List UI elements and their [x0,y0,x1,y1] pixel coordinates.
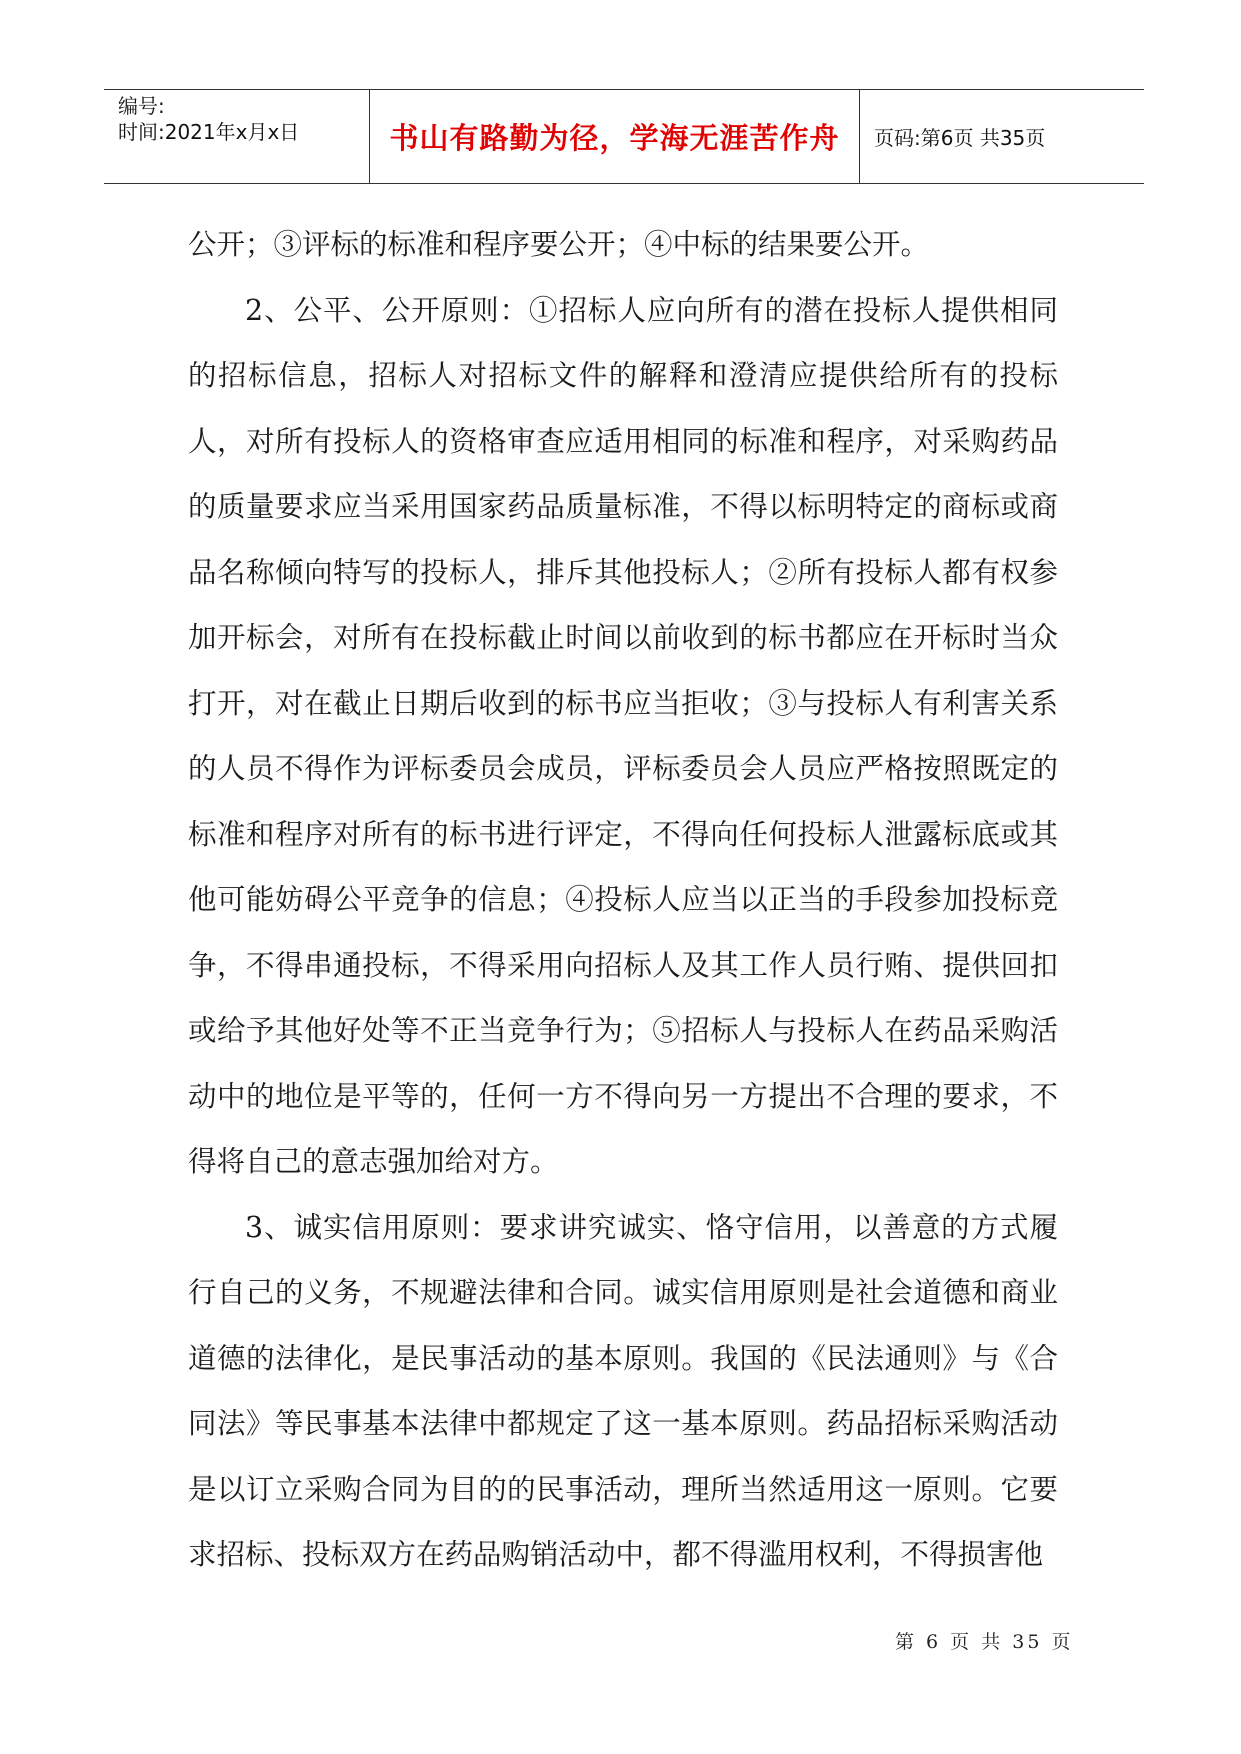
paragraph-continuation: 公开；③评标的标准和程序要公开；④中标的结果要公开。 [188,228,930,261]
document-number-label: 编号: [118,94,165,118]
header-divider-right [859,90,860,183]
paragraph-good-faith-principle: 3、诚实信用原则：要求讲究诚实、恪守信用，以善意的方式履行自己的义务，不规避法律和合同。诚实信用原则是社会道德和商业道德的法律化，是民事活动的基本原则。我国的《民法通则》与《合同法》等民事基本法律中都规定了这一基本原则。药品招标采购活动是以订立采购合同为目的的民事活动，理所当然适用这一原则。它要求招标、投标双方在药品购销活动中，都不得滥用权利，不得损害他 [188,1210,1058,1571]
document-time-label: 时间:2021年x月x日 [118,120,300,144]
header-motto: 书山有路勤为径，学海无涯苦作舟 [389,121,840,155]
header-meta [118,90,368,183]
paragraph-fairness-principle: 2、公平、公开原则：①招标人应向所有的潜在投标人提供相同的招标信息，招标人对招标文件的解释和澄清应提供给所有的投标人，对所有投标人的资格审查应适用相同的标准和程序，对采购药品的质量要求应当采用国家药品质量标准，不得以标明特定的商标或商品名称倾向特写的投标人，排斥其他投标人；②所有投标人都有权参加开标会，对所有在投标截止时间以前收到的标书都应在开标时当众打开，对在截止日期后收到的标书应当拒收；③与投标人有利害关系的人员不得作为评标委员会成员，评标委员会人员应严格按照既定的标准和程序对所有的标书进行评定，不得向任何投标人泄露标底或其他可能妨碍公平竞争的信息；④投标人应当以正当的手段参加投标竞争，不得串通投标，不得采用向招标人及其工作人员行贿、提供回扣或给予其他好处等不正当竞争行为；⑤招标人与投标人在药品采购活动中的地位是平等的，任何一方不得向另一方提出不合理的要求，不得将自己的意志强加给对方。 [188,293,1058,1178]
document-body [188,212,1058,1588]
header-page-number: 页码:第6页 共35页 [874,126,1046,150]
page-footer: 第 6 页 共 35 页 [895,1631,1074,1653]
page-header [104,89,1144,184]
